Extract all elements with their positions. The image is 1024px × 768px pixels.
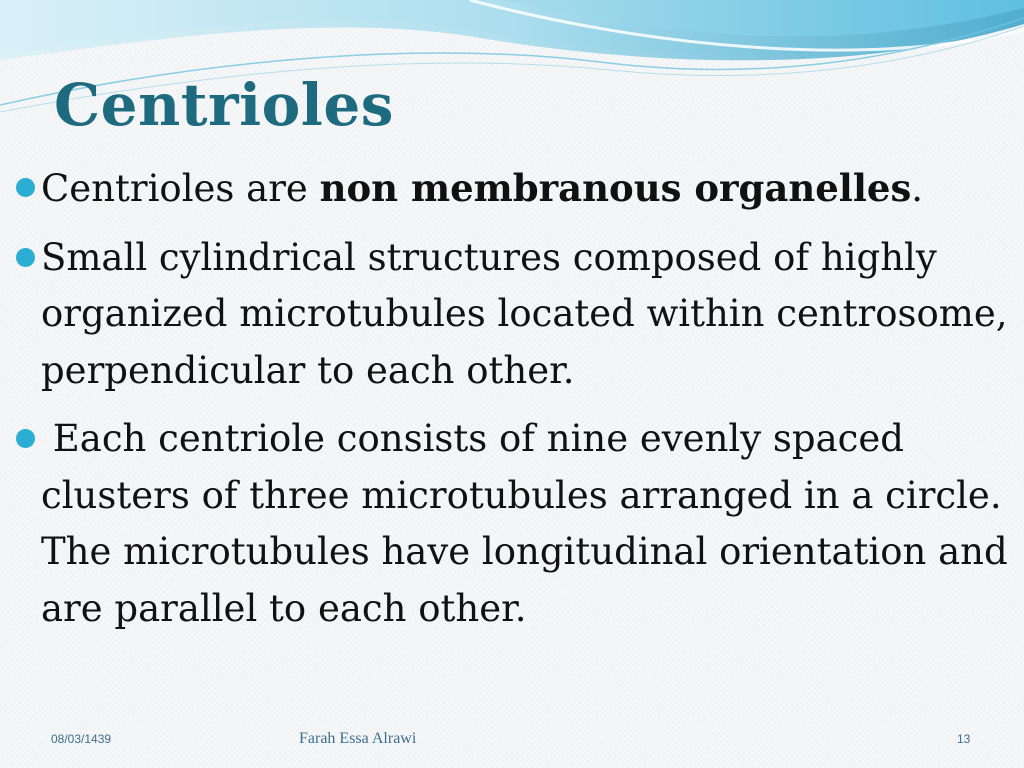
bullet-text-bold: non membranous organelles xyxy=(319,166,912,210)
bullet-text-plain: Centrioles are xyxy=(41,167,320,210)
footer-date: 08/03/1439 xyxy=(51,732,112,746)
bullet-icon xyxy=(16,178,35,197)
footer-author: Farah Essa Alrawi xyxy=(299,730,417,747)
bullet-list xyxy=(16,160,1020,637)
slide-title: Centrioles xyxy=(54,71,394,139)
bullet-item xyxy=(16,160,1016,218)
bullet-text: Small cylindrical structures composed of highly organized microtubules located within centrosome, perpendicular to each other. xyxy=(41,235,1008,392)
bullet-text-period: . xyxy=(911,167,924,210)
bullet-icon xyxy=(16,248,35,267)
bullet-item xyxy=(16,411,1020,637)
bullet-text: Each centriole consists of nine evenly spaced clusters of three microtubules arranged in a circle. The microtubules have longitudinal orientation and are parallel to each other. xyxy=(41,417,1020,630)
bullet-item xyxy=(16,230,1016,400)
bullet-icon xyxy=(16,429,35,448)
footer-page-number: 13 xyxy=(957,732,971,746)
